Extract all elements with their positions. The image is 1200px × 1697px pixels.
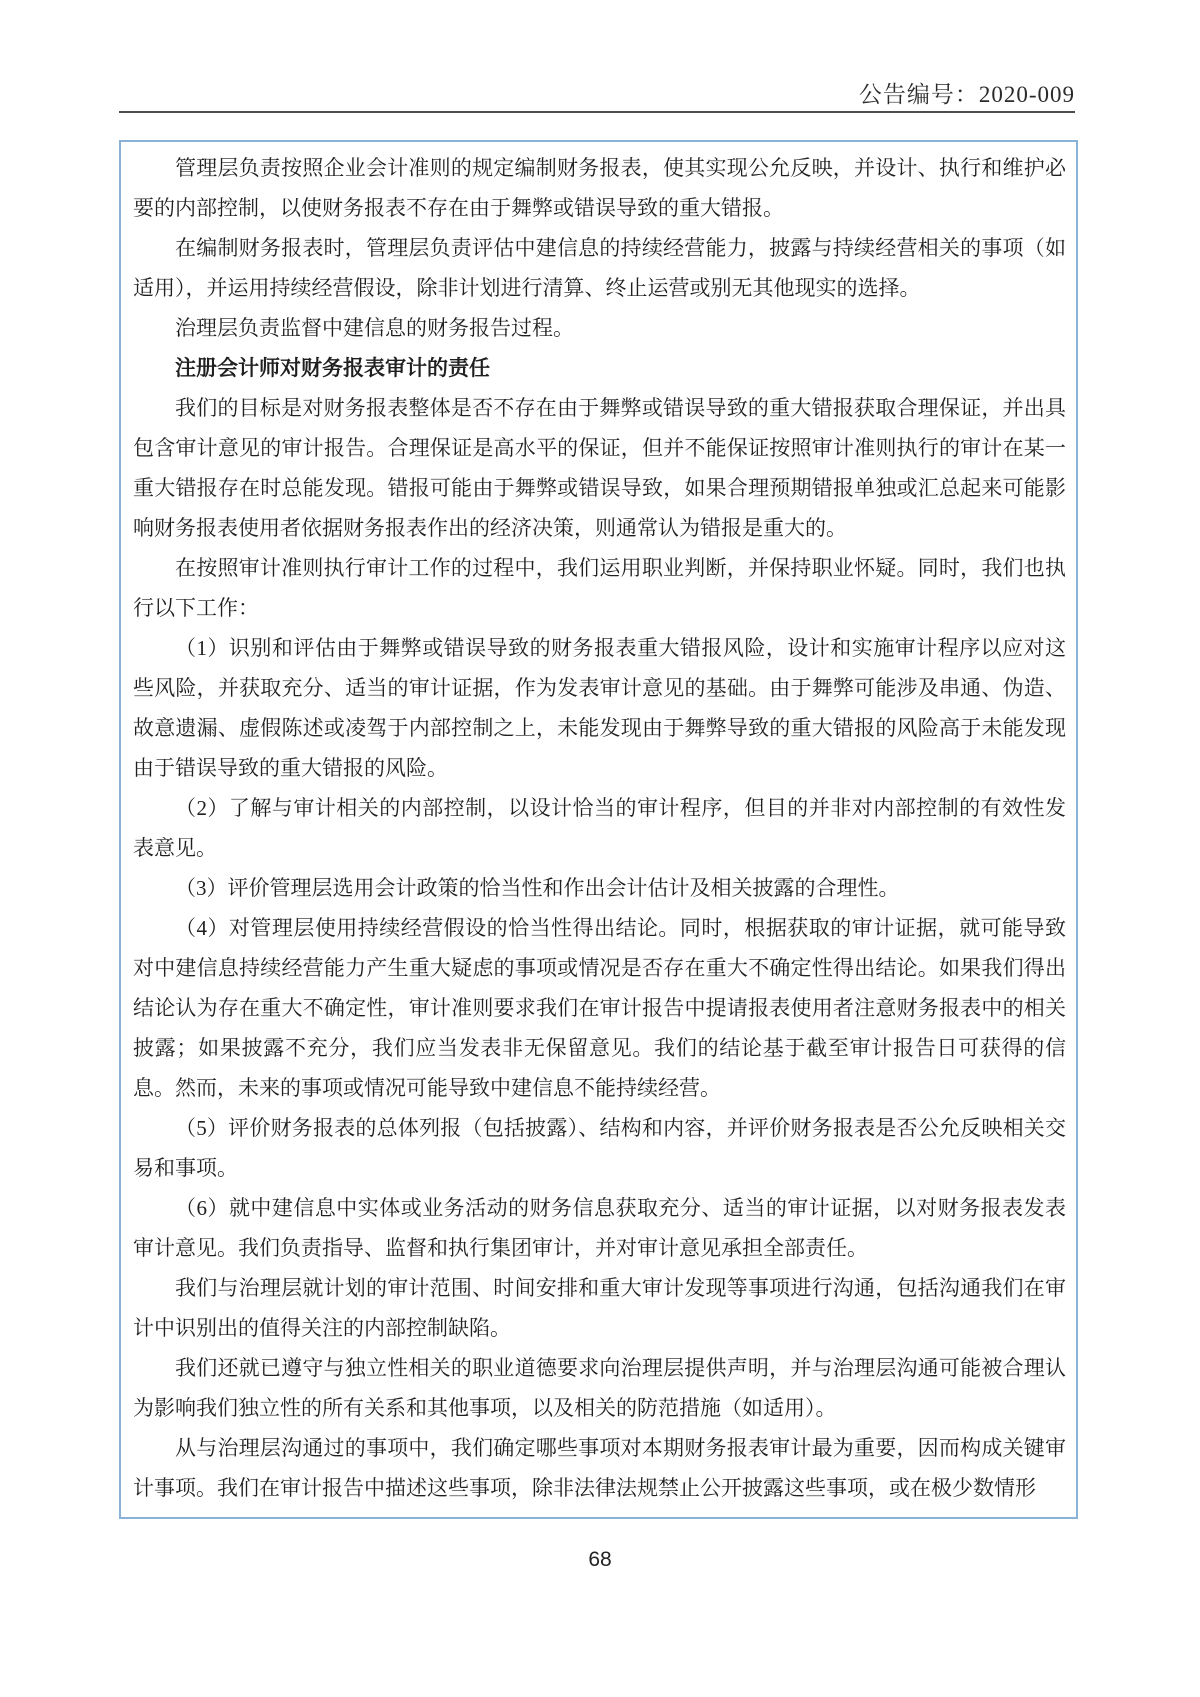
paragraph: 在按照审计准则执行审计工作的过程中，我们运用职业判断，并保持职业怀疑。同时，我们也执行以下工作： bbox=[133, 556, 1066, 620]
paragraph: 从与治理层沟通过的事项中，我们确定哪些事项对本期财务报表审计最为重要，因而构成关键审计事项。我们在审计报告中描述这些事项，除非法律法规禁止公开披露这些事项，或在极少数情形 bbox=[133, 1436, 1066, 1500]
section-heading: 注册会计师对财务报表审计的责任 bbox=[175, 356, 490, 380]
paragraph: 管理层负责按照企业会计准则的规定编制财务报表，使其实现公允反映，并设计、执行和维护必要的内部控制，以使财务报表不存在由于舞弊或错误导致的重大错报。 bbox=[133, 156, 1066, 220]
paragraph: 我们还就已遵守与独立性相关的职业道德要求向治理层提供声明，并与治理层沟通可能被合理认为影响我们独立性的所有关系和其他事项，以及相关的防范措施（如适用）。 bbox=[133, 1356, 1066, 1420]
paragraph: （1）识别和评估由于舞弊或错误导致的财务报表重大错报风险，设计和实施审计程序以应对这些风险，并获取充分、适当的审计证据，作为发表审计意见的基础。由于舞弊可能涉及串通、伪造、故意遗漏、虚假陈述或凌驾于内部控制之上，未能发现由于舞弊导致的重大错报的风险高于未能发现由于错误导致的重大错报的风险。 bbox=[133, 636, 1066, 780]
paragraph: （6）就中建信息中实体或业务活动的财务信息获取充分、适当的审计证据，以对财务报表发表审计意见。我们负责指导、监督和执行集团审计，并对审计意见承担全部责任。 bbox=[133, 1196, 1066, 1260]
page-number: 68 bbox=[588, 1548, 612, 1571]
paragraph: （4）对管理层使用持续经营假设的恰当性得出结论。同时，根据获取的审计证据，就可能导致对中建信息持续经营能力产生重大疑虑的事项或情况是否存在重大不确定性得出结论。如果我们得出结论认为存在重大不确定性，审计准则要求我们在审计报告中提请报表使用者注意财务报表中的相关披露；如果披露不充分，我们应当发表非无保留意见。我们的结论基于截至审计报告日可获得的信息。然而，未来的事项或情况可能导致中建信息不能持续经营。 bbox=[133, 916, 1066, 1100]
paragraph: 治理层负责监督中建信息的财务报告过程。 bbox=[175, 316, 574, 340]
paragraph: 我们的目标是对财务报表整体是否不存在由于舞弊或错误导致的重大错报获取合理保证，并出具包含审计意见的审计报告。合理保证是高水平的保证，但并不能保证按照审计准则执行的审计在某一重大错报存在时总能发现。错报可能由于舞弊或错误导致，如果合理预期错报单独或汇总起来可能影响财务报表使用者依据财务报表作出的经济决策，则通常认为错报是重大的。 bbox=[133, 396, 1066, 540]
header-divider bbox=[119, 111, 1075, 113]
paragraph: （3）评价管理层选用会计政策的恰当性和作出会计估计及相关披露的合理性。 bbox=[175, 876, 900, 900]
paragraph: （5）评价财务报表的总体列报（包括披露）、结构和内容，并评价财务报表是否公允反映相关交易和事项。 bbox=[133, 1116, 1066, 1180]
paragraph: （2）了解与审计相关的内部控制，以设计恰当的审计程序，但目的并非对内部控制的有效性发表意见。 bbox=[133, 796, 1066, 860]
paragraph: 在编制财务报表时，管理层负责评估中建信息的持续经营能力，披露与持续经营相关的事项（如适用），并运用持续经营假设，除非计划进行清算、终止运营或别无其他现实的选择。 bbox=[133, 236, 1066, 300]
document-border-box bbox=[119, 140, 1078, 1519]
announcement-number: 公告编号：2020-009 bbox=[858, 82, 1075, 107]
paragraph: 我们与治理层就计划的审计范围、时间安排和重大审计发现等事项进行沟通，包括沟通我们在审计中识别出的值得关注的内部控制缺陷。 bbox=[133, 1276, 1066, 1340]
